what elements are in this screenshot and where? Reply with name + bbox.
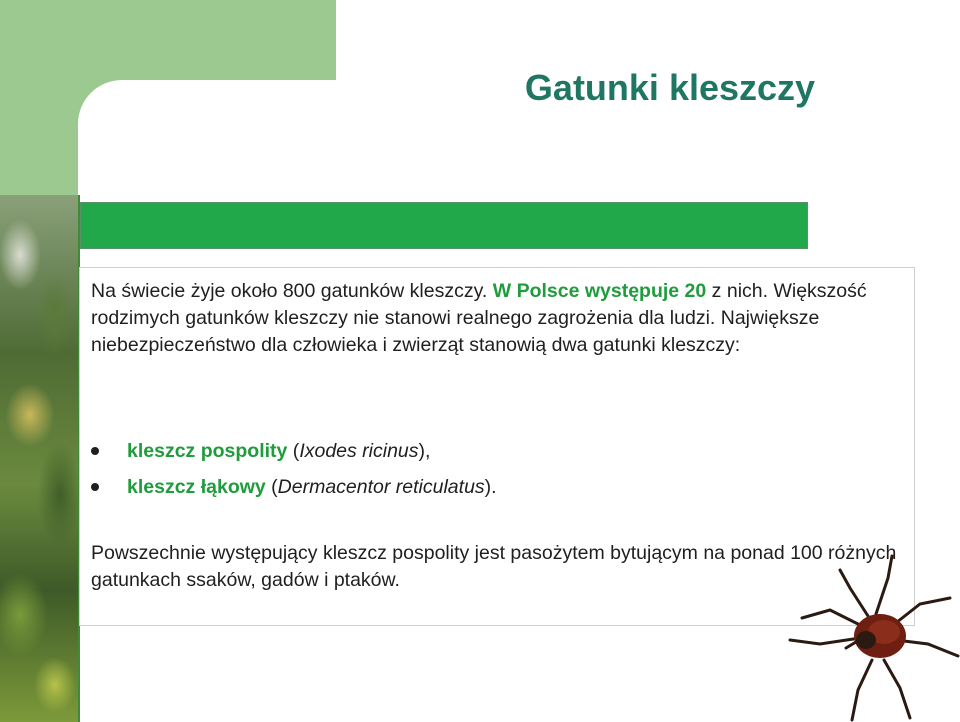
species-latin-name: Ixodes ricinus: [299, 440, 419, 462]
paren-close: ).: [484, 476, 497, 498]
species-name: kleszcz pospolity: [127, 440, 288, 462]
intro-paragraph: [91, 278, 901, 359]
page-title: Gatunki kleszczy: [524, 67, 816, 108]
paren-close: ),: [418, 440, 431, 462]
species-list: [91, 433, 791, 505]
bullet-dot-icon: [91, 447, 99, 455]
tick-illustration: [780, 548, 960, 722]
species-name: kleszcz łąkowy: [127, 476, 266, 498]
intro-text-1: Na świecie żyje około 800 gatunków kleszczy.: [91, 280, 493, 302]
outro-paragraph: Powszechnie występujący kleszcz pospolity jest pasożytem bytującym na ponad 100 różnych gatunkach ssaków, gadów i ptaków.: [91, 542, 897, 591]
bullet-dot-icon: [91, 483, 99, 491]
intro-highlight: W Polsce występuje 20: [492, 280, 707, 302]
forest-image: [0, 195, 80, 722]
species-latin-name: Dermacentor reticulatus: [277, 476, 485, 498]
list-item: [91, 469, 791, 505]
list-item: [91, 433, 791, 469]
accent-bar: [80, 202, 808, 249]
intro-text-2: z nich. Większość rodzimych gatunków kleszczy nie stanowi realnego zagrożenia dla ludzi. Największe niebezpieczeństwo dla człowieka i zwierząt stanowią dwa gatunki kleszczy:: [91, 280, 867, 356]
paren-open: (: [287, 440, 300, 462]
paren-open: (: [265, 476, 278, 498]
